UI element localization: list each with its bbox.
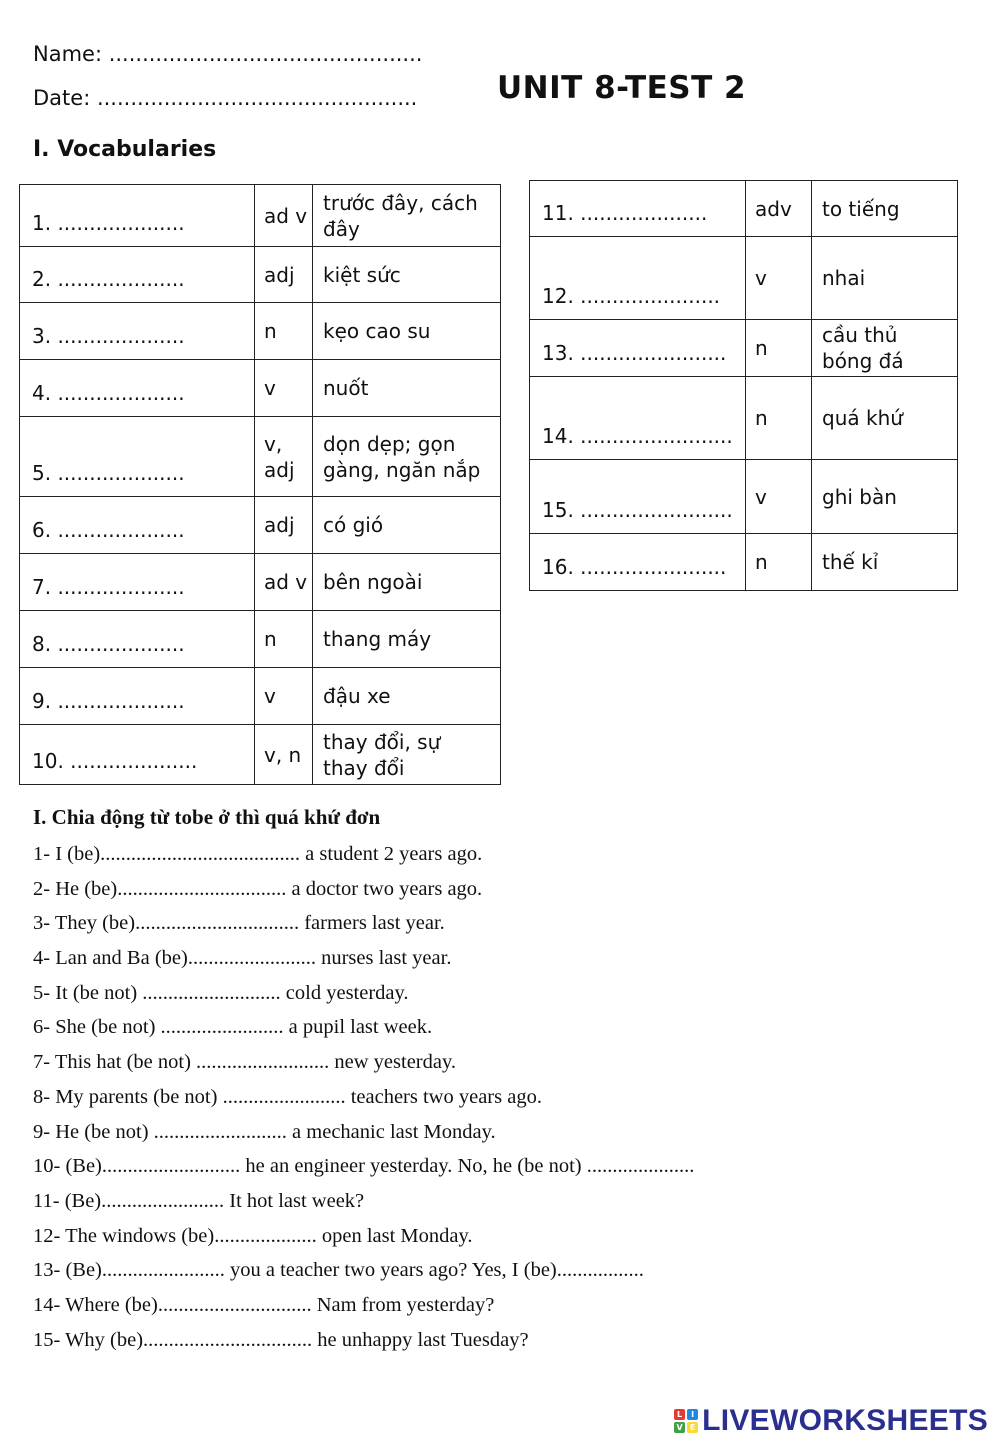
table-row [530,320,958,377]
vocab-meaning: thế kỉ [812,534,958,591]
logo-tile: E [687,1422,698,1433]
vocab-heading: I. Vocabularies [33,137,217,162]
vocab-blank[interactable]: 15. ........................ [530,460,746,534]
vocab-pos: adj [255,497,313,554]
vocab-pos: n [746,320,812,377]
logo-tile: V [674,1422,685,1433]
liveworksheets-logo-icon [674,1409,698,1433]
table-row [530,460,958,534]
vocab-blank[interactable]: 4. .................... [20,360,255,417]
vocab-meaning: đậu xe [313,668,501,725]
table-row [530,181,958,237]
table-row [20,497,501,554]
table-row [530,377,958,460]
table-row [20,185,501,247]
vocab-pos: v, adj [255,417,313,497]
table-row [20,611,501,668]
vocab-pos: v [746,460,812,534]
vocab-meaning: to tiếng [812,181,958,237]
vocab-blank[interactable]: 6. .................... [20,497,255,554]
list-item[interactable]: 6- She (be not) ........................ a pupil last week. [33,1016,433,1039]
list-item[interactable]: 15- Why (be)................................. he unhappy last Tuesday? [33,1328,529,1351]
table-row [20,303,501,360]
list-item[interactable]: 5- It (be not) ........................... cold yesterday. [33,981,409,1004]
vocab-meaning: thang máy [313,611,501,668]
table-row [20,554,501,611]
table-row [530,534,958,591]
table-row [530,237,958,320]
vocab-pos: v [255,668,313,725]
list-item[interactable]: 3- They (be)................................ farmers last year. [33,912,445,935]
logo-tile: L [674,1409,685,1420]
vocab-pos: adj [255,247,313,303]
list-item[interactable]: 10- (Be)........................... he an engineer yesterday. No, he (be not) ..................... [33,1155,695,1178]
vocab-blank[interactable]: 3. .................... [20,303,255,360]
vocab-blank[interactable]: 14. ........................ [530,377,746,460]
vocab-pos: adv [746,181,812,237]
vocab-pos: n [746,377,812,460]
table-row [20,247,501,303]
vocab-meaning: có gió [313,497,501,554]
vocab-pos: v [746,237,812,320]
vocab-pos: ad v [255,554,313,611]
vocab-blank[interactable]: 7. .................... [20,554,255,611]
vocab-blank[interactable]: 12. ...................... [530,237,746,320]
vocab-meaning: quá khứ [812,377,958,460]
list-item[interactable]: 14- Where (be).............................. Nam from yesterday? [33,1293,495,1316]
vocab-blank[interactable]: 13. ....................... [530,320,746,377]
vocab-pos: ad v [255,185,313,247]
list-item[interactable]: 1- I (be)....................................... a student 2 years ago. [33,843,483,865]
vocab-meaning: kẹo cao su [313,303,501,360]
date-line: Date: ................................................ [33,86,418,110]
vocab-blank[interactable]: 10. .................... [20,725,255,785]
vocab-table-right [529,180,958,591]
vocab-blank[interactable]: 5. .................... [20,417,255,497]
vocab-blank[interactable]: 1. .................... [20,185,255,247]
name-line: Name: ............................................... [33,42,423,66]
list-item[interactable]: 13- (Be)........................ you a teacher two years ago? Yes, I (be)................. [33,1259,644,1282]
vocab-meaning: bên ngoài [313,554,501,611]
vocab-blank[interactable]: 11. .................... [530,181,746,237]
vocab-pos: v, n [255,725,313,785]
vocab-table-left [19,184,501,785]
vocab-meaning: nhai [812,237,958,320]
vocab-meaning: nuốt [313,360,501,417]
vocab-pos: n [255,611,313,668]
vocab-pos: v [255,360,313,417]
list-item[interactable]: 4- Lan and Ba (be)......................... nurses last year. [33,947,452,970]
vocab-pos: n [746,534,812,591]
vocab-blank[interactable]: 8. .................... [20,611,255,668]
list-item[interactable]: 12- The windows (be).................... open last Monday. [33,1224,473,1247]
page-title: UNIT 8-TEST 2 [497,70,747,106]
logo-text: LIVEWORKSHEETS [702,1404,988,1437]
vocab-meaning: cầu thủ bóng đá [812,320,958,377]
vocab-blank[interactable]: 16. ....................... [530,534,746,591]
vocab-blank[interactable]: 9. .................... [20,668,255,725]
vocab-meaning: dọn dẹp; gọn gàng, ngăn nắp [313,417,501,497]
list-item[interactable]: 7- This hat (be not) .......................... new yesterday. [33,1051,457,1074]
exercise-list [33,837,694,1357]
vocab-meaning: trước đây, cách đây [313,185,501,247]
grammar-heading: I. Chia động từ tobe ở thì quá khứ đơn [33,805,381,829]
table-row [20,725,501,785]
vocab-blank[interactable]: 2. .................... [20,247,255,303]
list-item[interactable]: 11- (Be)........................ It hot last week? [33,1189,365,1212]
liveworksheets-logo[interactable] [674,1404,988,1438]
table-row [20,668,501,725]
list-item[interactable]: 9- He (be not) .......................... a mechanic last Monday. [33,1120,496,1143]
vocab-meaning: ghi bàn [812,460,958,534]
table-row [20,417,501,497]
vocab-meaning: kiệt sức [313,247,501,303]
vocab-pos: n [255,303,313,360]
list-item[interactable]: 8- My parents (be not) ........................ teachers two years ago. [33,1085,542,1108]
logo-tile: I [687,1409,698,1420]
table-row [20,360,501,417]
vocab-meaning: thay đổi, sự thay đổi [313,725,501,785]
list-item[interactable]: 2- He (be)................................. a doctor two years ago. [33,877,483,900]
